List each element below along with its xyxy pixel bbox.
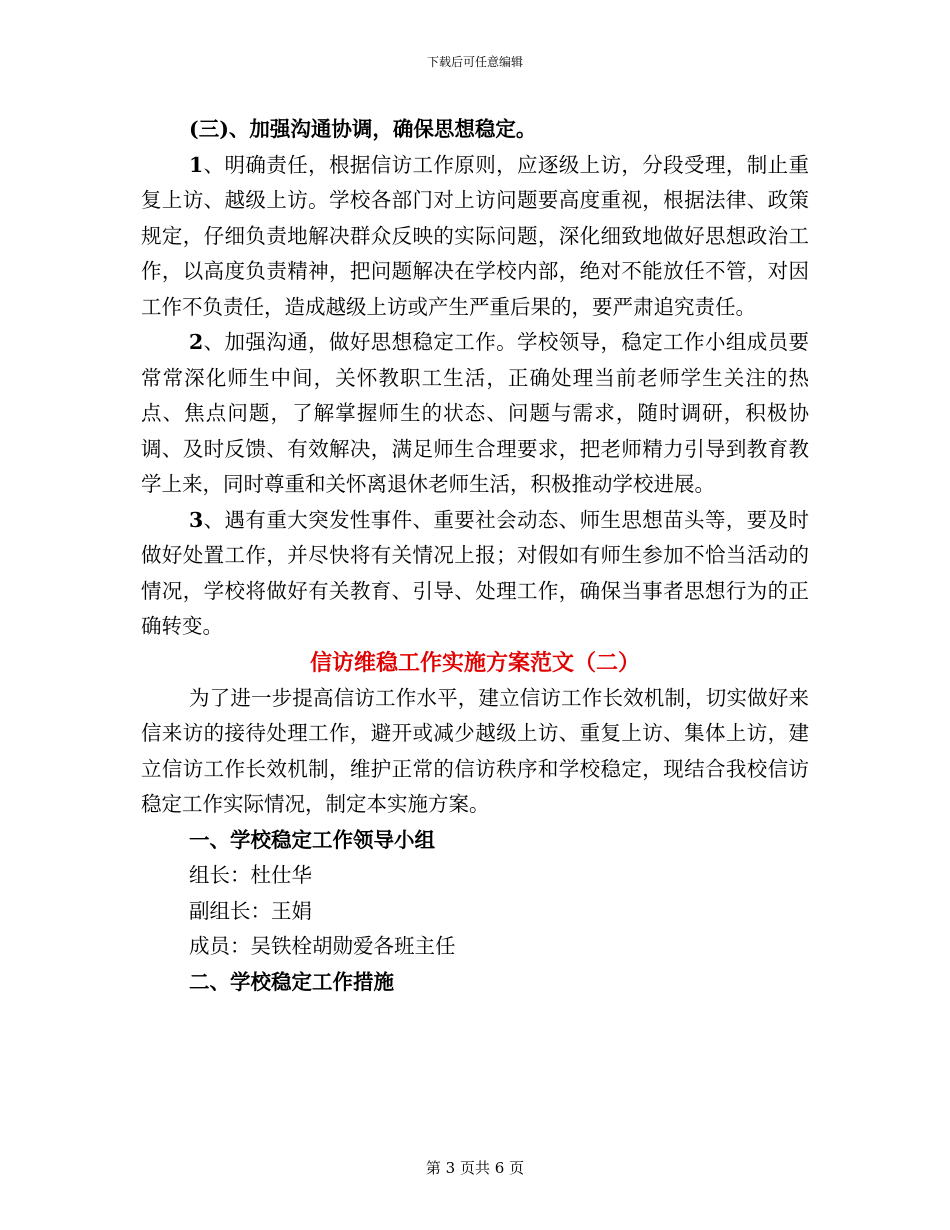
members-line: 成员：吴铁栓胡勋爱各班主任 bbox=[189, 934, 456, 958]
item-text: 、加强沟通，做好思想稳定工作。学校领导，稳定工作小组成员要常常深化师生中间，关怀教职工生活，正确处理当前老师学生关注的热点、焦点问题，了解掌握师生的状态、问题与需求，随时调研，积极协调、及时反馈、有效解决，满足师生合理要求，把老师精力引导到教育教学上来，同时尊重和关怀离退休老师生活，积极推动学校进展。 bbox=[141, 330, 809, 496]
paragraph-item-2 bbox=[141, 325, 809, 503]
item-number: 3 bbox=[189, 507, 204, 532]
item-number: 2 bbox=[189, 330, 204, 354]
intro-paragraph: 为了进一步提高信访工作水平，建立信访工作长效机制，切实做好来信来访的接待处理工作，避开或减少越级上访、重复上访、集体上访，建立信访工作长效机制，维护正常的信访秩序和学校稳定，现结合我校信访稳定工作实际情况，制定本实施方案。 bbox=[141, 685, 809, 816]
deputy-leader-line: 副组长：王娟 bbox=[189, 898, 312, 923]
paragraph-item-3 bbox=[141, 503, 809, 645]
page-header: 下载后可任意编辑 bbox=[426, 55, 523, 69]
item-number: 1 bbox=[189, 152, 204, 177]
page-footer: 第 3 页共 6 页 bbox=[425, 1159, 525, 1177]
section-3-heading: (三)、加强沟通协调，确保思想稳定。 bbox=[189, 117, 537, 141]
section-1-heading: 一、学校稳定工作领导小组 bbox=[189, 827, 435, 852]
item-text: 、遇有重大突发性事件、重要社会动态、师生思想苗头等，要及时做好处置工作，并尽快将有关情况上报；对假如有师生参加不恰当活动的情况，学校将做好有关教育、引导、处理工作，确保当事者思想行为的正确转变。 bbox=[141, 507, 809, 638]
paragraph-item-1 bbox=[141, 148, 809, 326]
item-text: 、明确责任，根据信访工作原则，应逐级上访，分段受理，制止重复上访、越级上访。学校各部门对上访问题要高度重视，根据法律、政策规定，仔细负责地解决群众反映的实际问题，深化细致地做好思想政治工作，以高度负责精神，把问题解决在学校内部，绝对不能放任不管，对因工作不负责任，造成越级上访或产生严重后果的，要严肃追究责任。 bbox=[141, 152, 809, 319]
document-title: 信访维稳工作实施方案范文（二） bbox=[309, 649, 640, 676]
leader-line: 组长：杜仕华 bbox=[189, 863, 312, 887]
section-2-heading: 二、学校稳定工作措施 bbox=[189, 969, 394, 994]
document-body bbox=[141, 112, 809, 1000]
